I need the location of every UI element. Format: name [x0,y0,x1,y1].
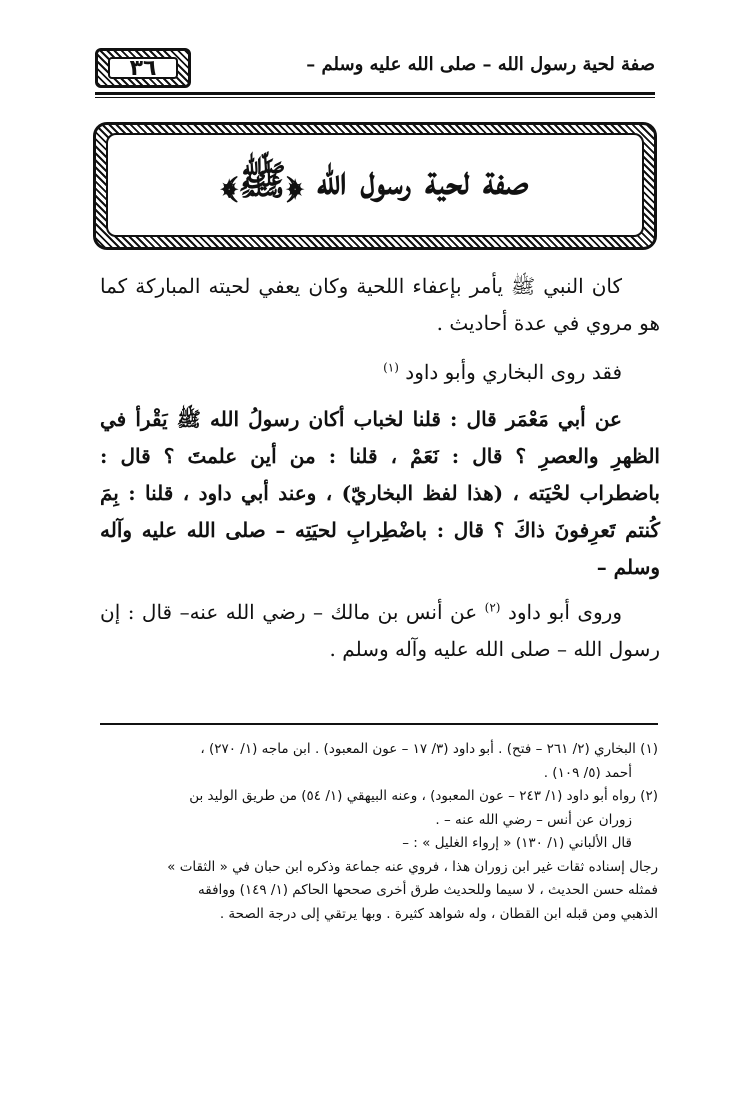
footnotes [100,738,658,926]
footnote-2-line-2: زوران عن أنس – رضي الله عنه – . [435,811,632,828]
chapter-title-frame [93,122,657,250]
body-text [100,268,660,668]
footnote-1-line-1: (١) البخاري (٢/ ٢٦١ – فتح) . أبو داود (٣/ ١٧ – عون المعبود) . ابن ماجه (١/ ٢٧٠) ، [200,741,658,757]
footnote-2-line-1: (٢) رواه أبو داود (١/ ٢٤٣ – عون المعبود) ، وعنه البيهقي (١/ ٥٤) من طريق الوليد بن [189,788,658,804]
page-number: ٣٦ [108,57,178,79]
riwaya-text: فقد روى البخاري وأبو داود [405,360,622,384]
hadith2-rest: عن أنس بن مالك – رضي الله عنه– قال : إن رسول الله – صلى الله عليه وآله وسلم . [100,600,660,661]
footnote-2-line-6: الذهبي ومن قبله ابن القطان ، وله شواهد كثيرة . وبها يرتقي إلى درجة الصحة . [219,905,658,922]
chapter-title-inner [106,133,644,237]
page-number-frame [95,48,191,88]
footnote-2-line-4: رجال إسناده ثقات غير ابن زوران هذا ، فروي عنه جماعة وذكره ابن حبان في « الثقات » [167,858,658,875]
footnote-2-line-5: فمثله حسن الحديث ، لا سيما وللحديث طرق أخرى صححها الحاكم (١/ ١٤٩) ووافقه [198,882,658,898]
intro-paragraph: كان النبي ﷺ يأمر بإعفاء اللحية وكان يعفي لحيته المباركة كما هو مروي في عدة أحاديث . [100,274,660,335]
riwaya-paragraph [100,354,660,391]
footnote-2-line-3: قال الألباني (١/ ١٣٠) « إرواء الغليل » : – [402,835,632,851]
hadith-paragraph-2 [100,594,660,668]
chapter-title: صفة لحية رسول الله ﴿ﷺ﴾ [221,157,529,204]
header-rule [95,92,655,98]
hadith-paragraph-1: عن أبي مَعْمَر قال : قلنا لخباب أكان رسولُ الله ﷺ يَقْرأ في الظهرِ والعصرِ ؟ قال : نَعَمْ ، قلنا : من أين علمتَ ؟ قال : باضطراب لحْيَته ، (هذا لفظ البخاريّ) ، وعند أبي داود ، قلنا : بِمَ كُنتم تَعرِفونَ ذاكَ ؟ قال : باضْطِرابِ لحيَتِه – صلى الله عليه وآله وسلم – [100,407,660,579]
running-header [95,48,655,96]
footnote-rule [100,723,658,725]
footnote-ref-2: (٢) [484,600,501,615]
footnote-1-line-2: أحمد (٥/ ١٠٩) . [543,764,632,781]
hadith2-start: وروى أبو داود [507,600,622,624]
running-title: صفة لحية رسول الله – صلى الله عليه وسلم – [306,54,655,75]
footnote-ref-1: (١) [383,360,399,375]
